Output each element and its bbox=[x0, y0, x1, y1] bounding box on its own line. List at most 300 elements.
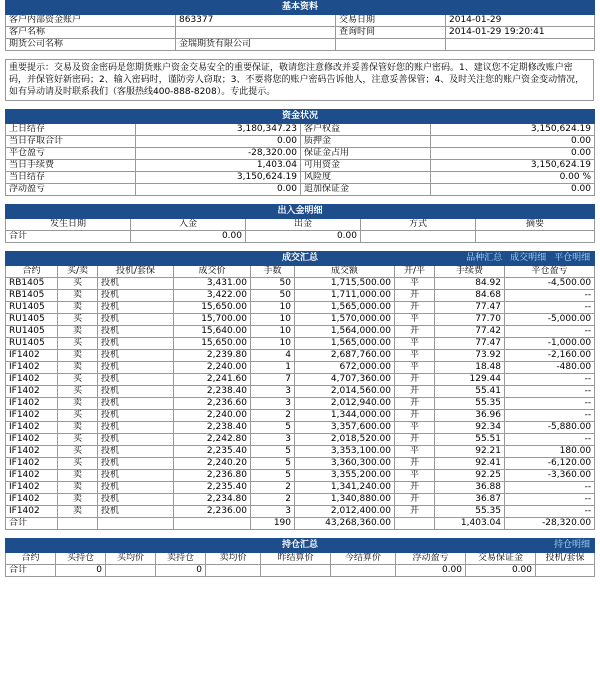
field-value: 863377 bbox=[176, 15, 336, 27]
total-cell: 43,268,360.00 bbox=[295, 518, 395, 530]
trade-row bbox=[6, 326, 595, 338]
trade-row bbox=[6, 422, 595, 434]
trade-cell: 77.70 bbox=[435, 314, 505, 326]
trades-title bbox=[6, 252, 595, 266]
trade-cell: 卖 bbox=[58, 494, 98, 506]
trade-cell: 开 bbox=[395, 410, 435, 422]
trade-cell: 投机 bbox=[98, 470, 174, 482]
trade-cell: 2,018,520.00 bbox=[295, 434, 395, 446]
trade-cell: 84.92 bbox=[435, 278, 505, 290]
trade-cell: 3 bbox=[251, 386, 295, 398]
trade-cell: 2,012,400.00 bbox=[295, 506, 395, 518]
trade-cell: -- bbox=[505, 482, 595, 494]
trades-header bbox=[6, 252, 595, 266]
trade-cell: 开 bbox=[395, 290, 435, 302]
field-value: 0.00 bbox=[136, 184, 301, 196]
trade-cell: 36.96 bbox=[435, 410, 505, 422]
total-cell bbox=[476, 231, 595, 243]
trades-title-text: 成交汇总 bbox=[282, 253, 319, 263]
column-header: 浮动盈亏 bbox=[396, 553, 466, 565]
trade-cell: -- bbox=[505, 302, 595, 314]
trade-cell: 投机 bbox=[98, 506, 174, 518]
positions-link-0[interactable]: 持仓明细 bbox=[554, 540, 591, 550]
field-label: 可用资金 bbox=[301, 160, 431, 172]
trade-cell: 3,360,300.00 bbox=[295, 458, 395, 470]
total-cell: 合计 bbox=[6, 565, 56, 577]
trade-cell: 开 bbox=[395, 482, 435, 494]
column-header: 卖均价 bbox=[206, 553, 261, 565]
field-value: 3,150,624.19 bbox=[136, 172, 301, 184]
trade-cell: 卖 bbox=[58, 482, 98, 494]
trade-cell: 1,711,000.00 bbox=[295, 290, 395, 302]
column-header: 入金 bbox=[131, 219, 246, 231]
trade-cell: 3 bbox=[251, 434, 295, 446]
trade-cell: IF1402 bbox=[6, 422, 58, 434]
trade-cell: 2,687,760.00 bbox=[295, 350, 395, 362]
trade-cell: 投机 bbox=[98, 350, 174, 362]
trade-cell: -- bbox=[505, 386, 595, 398]
trade-cell: IF1402 bbox=[6, 386, 58, 398]
trade-cell: 投机 bbox=[98, 314, 174, 326]
trade-cell: 36.88 bbox=[435, 482, 505, 494]
funds-row bbox=[6, 136, 595, 148]
trade-cell: 开 bbox=[395, 494, 435, 506]
trade-cell: 15,650.00 bbox=[174, 302, 251, 314]
basic-info-table bbox=[5, 0, 595, 51]
trade-cell: 5 bbox=[251, 470, 295, 482]
trade-cell: 50 bbox=[251, 278, 295, 290]
trade-cell: IF1402 bbox=[6, 410, 58, 422]
trade-cell: 投机 bbox=[98, 494, 174, 506]
trade-cell: 55.35 bbox=[435, 398, 505, 410]
trade-cell: 18.48 bbox=[435, 362, 505, 374]
trade-row bbox=[6, 278, 595, 290]
column-header: 买持仓 bbox=[56, 553, 106, 565]
trade-cell: 开 bbox=[395, 302, 435, 314]
trades-links bbox=[458, 252, 590, 265]
trade-cell: 买 bbox=[58, 374, 98, 386]
field-label: 交易日期 bbox=[336, 15, 446, 27]
funds-header bbox=[6, 110, 595, 124]
trade-cell: RB1405 bbox=[6, 290, 58, 302]
field-label: 追加保证金 bbox=[301, 184, 431, 196]
trade-cell: 2 bbox=[251, 482, 295, 494]
trade-cell: 买 bbox=[58, 278, 98, 290]
trade-row bbox=[6, 470, 595, 482]
trade-cell: 1,565,000.00 bbox=[295, 338, 395, 350]
trade-cell: RB1405 bbox=[6, 278, 58, 290]
trade-cell: 买 bbox=[58, 314, 98, 326]
trade-cell: -4,500.00 bbox=[505, 278, 595, 290]
column-header: 买均价 bbox=[106, 553, 156, 565]
trade-cell: 买 bbox=[58, 386, 98, 398]
trade-row bbox=[6, 434, 595, 446]
trade-cell: 平 bbox=[395, 338, 435, 350]
trade-row bbox=[6, 482, 595, 494]
field-label: 客户权益 bbox=[301, 124, 431, 136]
inout-title-text: 出入金明细 bbox=[277, 206, 323, 216]
trade-cell: 买 bbox=[58, 458, 98, 470]
trade-cell: 投机 bbox=[98, 446, 174, 458]
trade-cell: IF1402 bbox=[6, 470, 58, 482]
total-cell: 合计 bbox=[6, 518, 58, 530]
trade-cell: IF1402 bbox=[6, 482, 58, 494]
field-value: 3,150,624.19 bbox=[431, 160, 595, 172]
funds-title bbox=[6, 110, 595, 124]
trade-cell: 投机 bbox=[98, 290, 174, 302]
total-cell bbox=[98, 518, 174, 530]
column-header: 方式 bbox=[361, 219, 476, 231]
trade-cell: 平 bbox=[395, 362, 435, 374]
trade-row bbox=[6, 410, 595, 422]
trade-cell: 投机 bbox=[98, 338, 174, 350]
positions-header bbox=[6, 539, 595, 553]
trade-cell: 84.68 bbox=[435, 290, 505, 302]
trade-cell: 卖 bbox=[58, 422, 98, 434]
trades-link-0[interactable]: 品种汇总 bbox=[466, 253, 503, 263]
trade-cell: 672,000.00 bbox=[295, 362, 395, 374]
column-header: 昨结算价 bbox=[261, 553, 331, 565]
total-cell bbox=[106, 565, 156, 577]
trade-cell: 投机 bbox=[98, 482, 174, 494]
field-value: 0.00 % bbox=[431, 172, 595, 184]
trade-cell: 买 bbox=[58, 446, 98, 458]
trade-cell: 15,640.00 bbox=[174, 326, 251, 338]
column-header: 发生日期 bbox=[6, 219, 131, 231]
field-label: 当日存取合计 bbox=[6, 136, 136, 148]
field-value: -28,320.00 bbox=[136, 148, 301, 160]
trade-cell: 5 bbox=[251, 422, 295, 434]
total-cell bbox=[174, 518, 251, 530]
column-header: 投机/套保 bbox=[536, 553, 595, 565]
trade-cell: 卖 bbox=[58, 470, 98, 482]
field-label: 保证金占用 bbox=[301, 148, 431, 160]
section-gap bbox=[0, 196, 600, 204]
trade-cell: 开 bbox=[395, 398, 435, 410]
trade-cell: 129.44 bbox=[435, 374, 505, 386]
field-label: 浮动盈亏 bbox=[6, 184, 136, 196]
total-cell bbox=[261, 565, 331, 577]
trade-cell: 2,014,560.00 bbox=[295, 386, 395, 398]
total-cell bbox=[361, 231, 476, 243]
trade-cell: 2,238.40 bbox=[174, 422, 251, 434]
trade-cell: 2,012,940.00 bbox=[295, 398, 395, 410]
positions-column-headers bbox=[6, 553, 595, 565]
trade-cell: 55.51 bbox=[435, 434, 505, 446]
column-header: 合约 bbox=[6, 266, 58, 278]
trade-cell: 36.87 bbox=[435, 494, 505, 506]
trade-cell: 1,570,000.00 bbox=[295, 314, 395, 326]
trade-cell: -2,160.00 bbox=[505, 350, 595, 362]
trade-cell: IF1402 bbox=[6, 506, 58, 518]
trade-cell: 2,240.00 bbox=[174, 410, 251, 422]
total-cell: 0.00 bbox=[466, 565, 536, 577]
field-value bbox=[176, 27, 336, 39]
trade-cell: 投机 bbox=[98, 458, 174, 470]
total-cell: 0 bbox=[156, 565, 206, 577]
field-label: 查询时间 bbox=[336, 27, 446, 39]
trade-cell: 15,700.00 bbox=[174, 314, 251, 326]
trade-row bbox=[6, 374, 595, 386]
field-value: 0.00 bbox=[431, 184, 595, 196]
positions-title bbox=[6, 539, 595, 553]
trade-cell: IF1402 bbox=[6, 398, 58, 410]
trade-cell: 3 bbox=[251, 506, 295, 518]
column-header: 开/平 bbox=[395, 266, 435, 278]
trade-cell: 2,241.60 bbox=[174, 374, 251, 386]
column-header: 买/卖 bbox=[58, 266, 98, 278]
funds-row bbox=[6, 148, 595, 160]
trade-cell: -- bbox=[505, 290, 595, 302]
trade-cell: 平 bbox=[395, 422, 435, 434]
trade-row bbox=[6, 506, 595, 518]
field-value: 2014-01-29 19:20:41 bbox=[446, 27, 595, 39]
trade-cell: 平 bbox=[395, 446, 435, 458]
positions-table bbox=[5, 538, 595, 577]
trade-cell: 1 bbox=[251, 362, 295, 374]
trade-cell: 平 bbox=[395, 470, 435, 482]
trade-cell: 55.41 bbox=[435, 386, 505, 398]
trade-cell: IF1402 bbox=[6, 446, 58, 458]
total-cell: 0 bbox=[56, 565, 106, 577]
trade-cell: 5 bbox=[251, 458, 295, 470]
trade-cell: 投机 bbox=[98, 302, 174, 314]
funds-table bbox=[5, 109, 595, 196]
trade-cell: 92.41 bbox=[435, 458, 505, 470]
trade-cell: 卖 bbox=[58, 362, 98, 374]
trade-cell: 77.47 bbox=[435, 338, 505, 350]
column-header: 卖持仓 bbox=[156, 553, 206, 565]
column-header: 手数 bbox=[251, 266, 295, 278]
column-header: 成交额 bbox=[295, 266, 395, 278]
trade-row bbox=[6, 386, 595, 398]
trade-cell: 1,565,000.00 bbox=[295, 302, 395, 314]
trade-cell: 50 bbox=[251, 290, 295, 302]
trade-cell: 平 bbox=[395, 314, 435, 326]
trade-cell: 15,650.00 bbox=[174, 338, 251, 350]
trade-cell: -- bbox=[505, 326, 595, 338]
field-label: 质押金 bbox=[301, 136, 431, 148]
trade-cell: 1,715,500.00 bbox=[295, 278, 395, 290]
trade-cell: 2,242.80 bbox=[174, 434, 251, 446]
trade-cell: 180.00 bbox=[505, 446, 595, 458]
trade-cell: 卖 bbox=[58, 302, 98, 314]
trade-cell: RU1405 bbox=[6, 326, 58, 338]
trade-cell: 开 bbox=[395, 374, 435, 386]
trade-cell: 卖 bbox=[58, 350, 98, 362]
section-gap bbox=[0, 51, 600, 59]
field-label: 当日结存 bbox=[6, 172, 136, 184]
trade-cell: 10 bbox=[251, 338, 295, 350]
trade-cell: IF1402 bbox=[6, 494, 58, 506]
positions-total-row bbox=[6, 565, 595, 577]
trade-cell: 投机 bbox=[98, 362, 174, 374]
trades-link-2[interactable]: 平仓明细 bbox=[554, 253, 591, 263]
total-cell: 0.00 bbox=[246, 231, 361, 243]
trade-cell: 1,344,000.00 bbox=[295, 410, 395, 422]
trade-cell: 2,240.00 bbox=[174, 362, 251, 374]
field-label: 客户内部资金账户 bbox=[6, 15, 176, 27]
field-value: 0.00 bbox=[431, 148, 595, 160]
section-gap bbox=[0, 243, 600, 251]
trade-cell: 2,236.80 bbox=[174, 470, 251, 482]
trade-cell: 77.42 bbox=[435, 326, 505, 338]
funds-row bbox=[6, 184, 595, 196]
trade-cell: 3,353,100.00 bbox=[295, 446, 395, 458]
trade-cell: IF1402 bbox=[6, 374, 58, 386]
trade-cell: RU1405 bbox=[6, 338, 58, 350]
trade-cell: 买 bbox=[58, 434, 98, 446]
trade-cell: -1,000.00 bbox=[505, 338, 595, 350]
trade-cell: 5 bbox=[251, 446, 295, 458]
total-cell bbox=[206, 565, 261, 577]
total-cell bbox=[331, 565, 396, 577]
column-header: 出金 bbox=[246, 219, 361, 231]
field-label: 客户名称 bbox=[6, 27, 176, 39]
field-value: 0.00 bbox=[136, 136, 301, 148]
trade-cell: 92.25 bbox=[435, 470, 505, 482]
trades-total-row bbox=[6, 518, 595, 530]
field-value: 1,403.04 bbox=[136, 160, 301, 172]
trade-row bbox=[6, 302, 595, 314]
column-header: 今结算价 bbox=[331, 553, 396, 565]
field-value: 2014-01-29 bbox=[446, 15, 595, 27]
trade-cell: 2,234.80 bbox=[174, 494, 251, 506]
trade-row bbox=[6, 398, 595, 410]
trade-cell: 55.35 bbox=[435, 506, 505, 518]
basic-info-header bbox=[6, 1, 595, 15]
funds-row bbox=[6, 172, 595, 184]
positions-title-text: 持仓汇总 bbox=[282, 540, 319, 550]
total-cell: 190 bbox=[251, 518, 295, 530]
trade-cell: 4,707,360.00 bbox=[295, 374, 395, 386]
column-header: 合约 bbox=[6, 553, 56, 565]
trade-cell: 2,236.60 bbox=[174, 398, 251, 410]
field-label bbox=[336, 39, 446, 51]
basic-info-title bbox=[6, 1, 595, 15]
trade-cell: 开 bbox=[395, 434, 435, 446]
trade-cell: 92.21 bbox=[435, 446, 505, 458]
trade-cell: 2,240.20 bbox=[174, 458, 251, 470]
trade-cell: 3,422.00 bbox=[174, 290, 251, 302]
basic-info-row bbox=[6, 39, 595, 51]
trade-row bbox=[6, 446, 595, 458]
trade-cell: 2,235.40 bbox=[174, 482, 251, 494]
trade-cell: 卖 bbox=[58, 398, 98, 410]
trade-cell: 开 bbox=[395, 458, 435, 470]
trade-cell: 投机 bbox=[98, 278, 174, 290]
trade-cell: -6,120.00 bbox=[505, 458, 595, 470]
trade-cell: RU1405 bbox=[6, 314, 58, 326]
trade-row bbox=[6, 362, 595, 374]
trades-link-1[interactable]: 成交明细 bbox=[510, 253, 547, 263]
trade-cell: 投机 bbox=[98, 386, 174, 398]
trade-cell: 买 bbox=[58, 338, 98, 350]
total-cell bbox=[536, 565, 595, 577]
total-cell: 合计 bbox=[6, 231, 131, 243]
trade-cell: 投机 bbox=[98, 422, 174, 434]
total-cell: 0.00 bbox=[131, 231, 246, 243]
trade-cell: -- bbox=[505, 494, 595, 506]
total-cell bbox=[58, 518, 98, 530]
trade-cell: 1,341,240.00 bbox=[295, 482, 395, 494]
trade-cell: 开 bbox=[395, 326, 435, 338]
trade-cell: 7 bbox=[251, 374, 295, 386]
column-header: 交易保证金 bbox=[466, 553, 536, 565]
inout-column-headers bbox=[6, 219, 595, 231]
trade-cell: 1,340,880.00 bbox=[295, 494, 395, 506]
total-cell: -28,320.00 bbox=[505, 518, 595, 530]
trade-cell: -- bbox=[505, 434, 595, 446]
trade-cell: -- bbox=[505, 374, 595, 386]
trade-row bbox=[6, 314, 595, 326]
trade-cell: 平 bbox=[395, 350, 435, 362]
trades-table bbox=[5, 251, 595, 530]
field-label: 平仓盈亏 bbox=[6, 148, 136, 160]
trade-cell: 2,238.40 bbox=[174, 386, 251, 398]
trade-cell: 投机 bbox=[98, 398, 174, 410]
basic-info-row bbox=[6, 15, 595, 27]
column-header: 平仓盈亏 bbox=[505, 266, 595, 278]
trade-cell: 92.34 bbox=[435, 422, 505, 434]
trade-cell: 10 bbox=[251, 326, 295, 338]
trade-cell: -5,000.00 bbox=[505, 314, 595, 326]
trade-row bbox=[6, 494, 595, 506]
field-value: 3,180,347.23 bbox=[136, 124, 301, 136]
trade-cell: 开 bbox=[395, 386, 435, 398]
inout-table bbox=[5, 204, 595, 243]
trade-cell: 77.47 bbox=[435, 302, 505, 314]
trade-cell: 10 bbox=[251, 302, 295, 314]
trade-cell: IF1402 bbox=[6, 458, 58, 470]
trade-cell: -480.00 bbox=[505, 362, 595, 374]
column-header: 手续费 bbox=[435, 266, 505, 278]
field-value: 0.00 bbox=[431, 136, 595, 148]
trades-column-headers bbox=[6, 266, 595, 278]
field-value: 金瑞期货有限公司 bbox=[176, 39, 336, 51]
trade-cell: 2,235.40 bbox=[174, 446, 251, 458]
trade-cell: -5,880.00 bbox=[505, 422, 595, 434]
trade-cell: IF1402 bbox=[6, 434, 58, 446]
trade-cell: 开 bbox=[395, 506, 435, 518]
inout-title bbox=[6, 205, 595, 219]
trade-cell: 73.92 bbox=[435, 350, 505, 362]
trade-cell: 2 bbox=[251, 494, 295, 506]
total-cell: 1,403.04 bbox=[435, 518, 505, 530]
trade-row bbox=[6, 350, 595, 362]
trade-cell: 3 bbox=[251, 398, 295, 410]
trade-cell: 2,239.80 bbox=[174, 350, 251, 362]
trade-cell: -3,360.00 bbox=[505, 470, 595, 482]
trade-cell: 4 bbox=[251, 350, 295, 362]
basic-info-title-text: 基本资料 bbox=[282, 2, 319, 12]
trade-cell: 卖 bbox=[58, 290, 98, 302]
funds-row bbox=[6, 160, 595, 172]
trade-row bbox=[6, 338, 595, 350]
trade-cell: 投机 bbox=[98, 434, 174, 446]
trade-cell: IF1402 bbox=[6, 350, 58, 362]
trade-cell: RU1405 bbox=[6, 302, 58, 314]
trade-cell: 2,236.00 bbox=[174, 506, 251, 518]
trade-row bbox=[6, 458, 595, 470]
trade-cell: 2 bbox=[251, 410, 295, 422]
field-label: 当日手续费 bbox=[6, 160, 136, 172]
field-label: 上日结存 bbox=[6, 124, 136, 136]
trade-cell: 买 bbox=[58, 410, 98, 422]
column-header: 投机/套保 bbox=[98, 266, 174, 278]
field-label: 期货公司名称 bbox=[6, 39, 176, 51]
field-value bbox=[446, 39, 595, 51]
